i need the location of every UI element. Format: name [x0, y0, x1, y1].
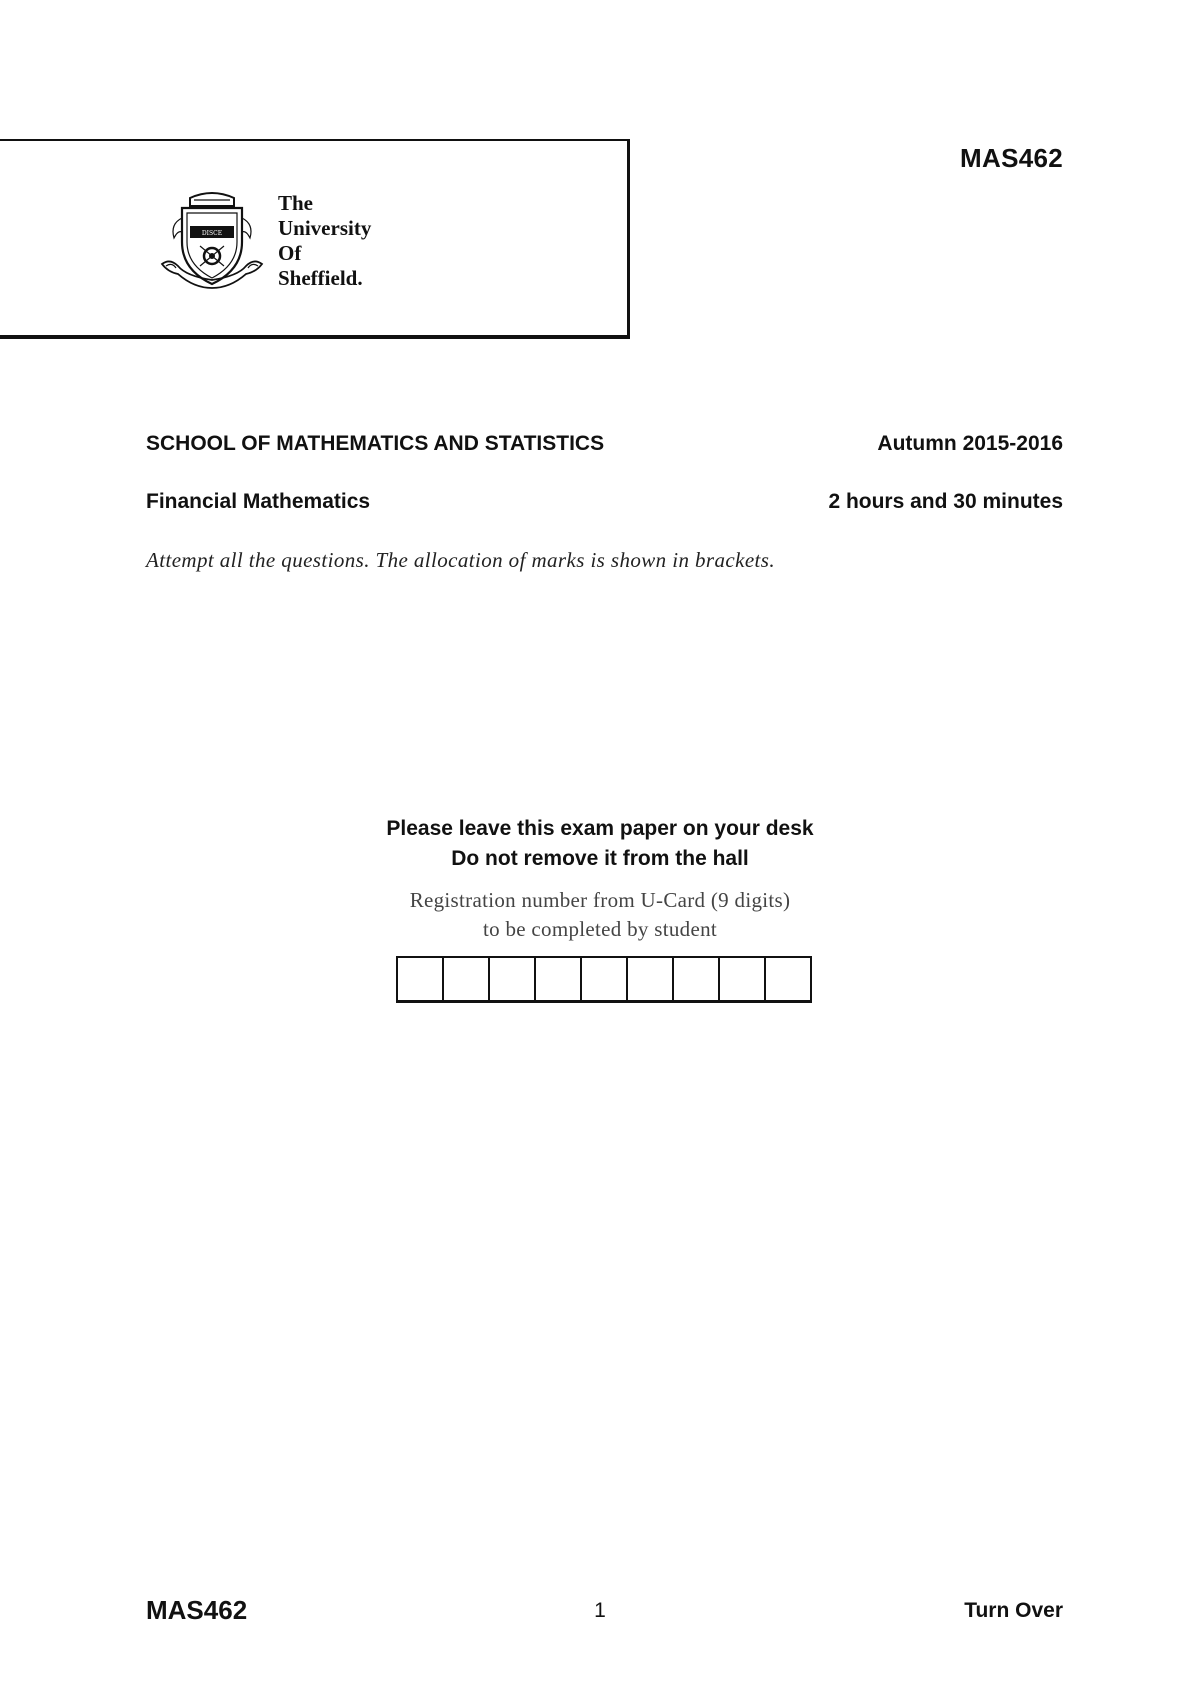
notice-line-2: Do not remove it from the hall — [451, 847, 749, 870]
registration-digit-box[interactable] — [582, 958, 628, 1000]
university-crest-icon — [160, 190, 264, 294]
registration-digit-box[interactable] — [398, 958, 444, 1000]
exam-instructions: Attempt all the questions. The allocation of marks is shown in brackets. — [146, 548, 776, 572]
module-row — [146, 490, 1063, 514]
page-number: 1 — [594, 1599, 606, 1622]
exam-duration: 2 hours and 30 minutes — [828, 490, 1063, 513]
footer-course-code: MAS462 — [146, 1595, 248, 1625]
turn-over-label: Turn Over — [964, 1599, 1063, 1622]
course-code: MAS462 — [960, 143, 1063, 173]
registration-digit-box[interactable] — [536, 958, 582, 1000]
registration-label: Registration number from U-Card (9 digits) — [409, 888, 791, 912]
registration-sublabel: to be completed by student — [482, 917, 718, 941]
registration-digit-box[interactable] — [766, 958, 810, 1000]
school-row — [146, 432, 1063, 456]
university-name-line: The — [278, 191, 314, 215]
university-name-line: University — [278, 216, 372, 240]
university-name-line: Sheffield. — [278, 266, 363, 290]
registration-digit-box[interactable] — [490, 958, 536, 1000]
registration-digit-boxes — [396, 956, 812, 1003]
svg-text:DISCE: DISCE — [201, 230, 223, 237]
notice-line-1: Please leave this exam paper on your desk — [386, 817, 814, 840]
university-name-line: Of — [278, 241, 302, 265]
registration-digit-box[interactable] — [674, 958, 720, 1000]
exam-session: Autumn 2015-2016 — [877, 432, 1063, 455]
school-name: SCHOOL OF MATHEMATICS AND STATISTICS — [146, 432, 605, 455]
university-name — [278, 191, 371, 291]
registration-digit-box[interactable] — [444, 958, 490, 1000]
module-title: Financial Mathematics — [146, 490, 371, 513]
registration-digit-box[interactable] — [628, 958, 674, 1000]
registration-digit-box[interactable] — [720, 958, 766, 1000]
